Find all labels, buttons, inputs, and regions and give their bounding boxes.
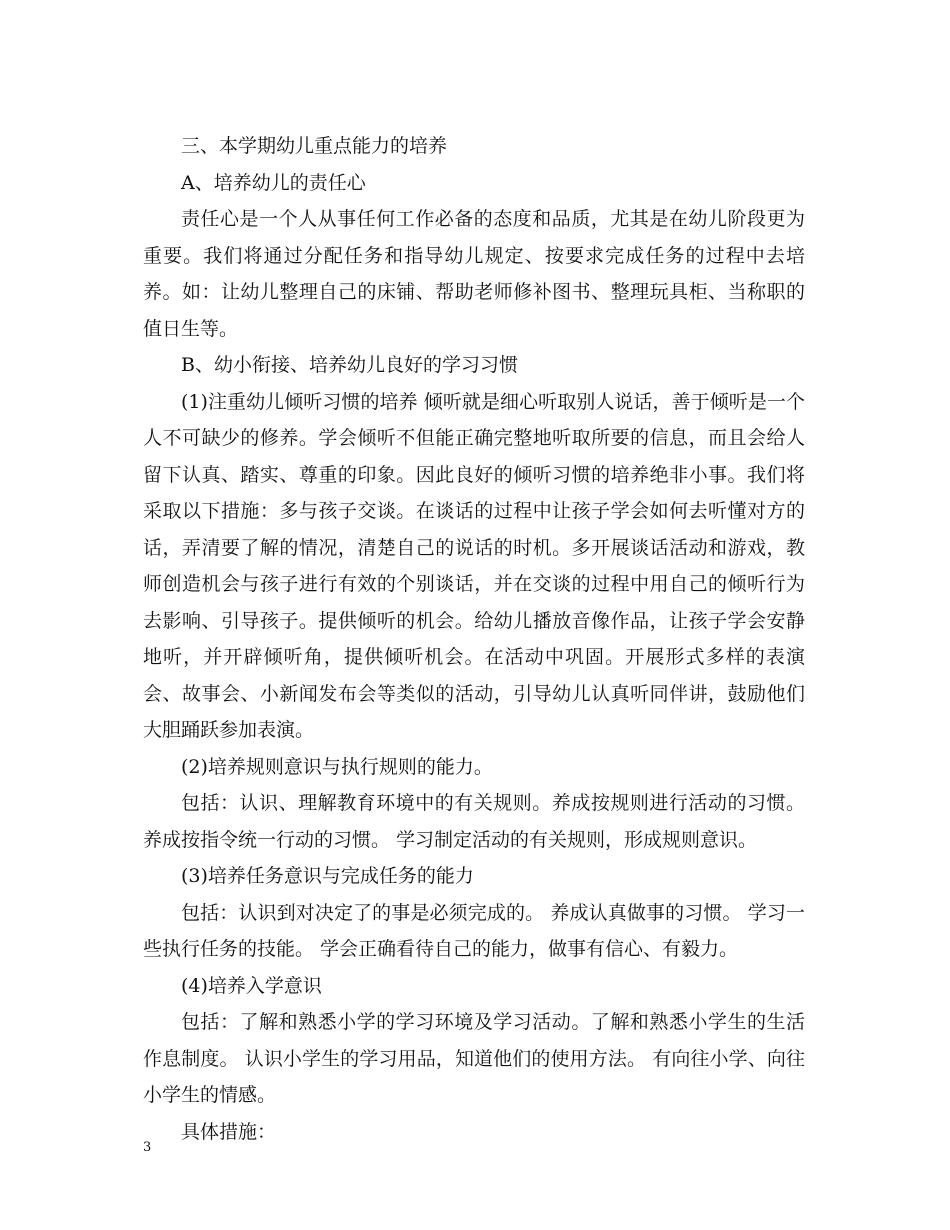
paragraph-responsibility: 责任心是一个人从事任何工作必备的态度和品质，尤其是在幼儿阶段更为重要。我们将通过分配任务和指导幼儿规定、按要求完成任务的过程中去培养。如：让幼儿整理自己的床铺、帮助老师修补图书、整理玩具柜、当称职的值日生等。: [143, 208, 805, 340]
paragraph-school-entry-awareness: 包括：了解和熟悉小学的学习环境及学习活动。了解和熟悉小学生的生活作息制度。 认识小学生的学习用品，知道他们的使用方法。 有向往小学、向往小学生的情感。: [143, 1011, 805, 1106]
item-school-entry-awareness: (4)培养入学意识: [181, 974, 322, 997]
document-body: [143, 128, 805, 1150]
paragraph-rule-awareness: 包括：认识、理解教育环境中的有关规则。养成按规则进行活动的习惯。养成按指令统一行动的习惯。 学习制定活动的有关规则，形成规则意识。: [143, 792, 805, 851]
section-heading: 三、本学期幼儿重点能力的培养: [181, 135, 448, 157]
item-task-awareness: (3)培养任务意识与完成任务的能力: [181, 865, 474, 887]
subheading-responsibility: A、培养幼儿的责任心: [181, 171, 366, 194]
paragraph-task-awareness: 包括：认识到对决定了的事是必须完成的。 养成认真做事的习惯。 学习一些执行任务的技能。 学会正确看待自己的能力，做事有信心、有毅力。: [143, 901, 805, 960]
paragraph-specific-measures: 具体措施：: [181, 1120, 277, 1143]
subheading-study-habits: B、幼小衔接、培养幼儿良好的学习习惯: [181, 354, 518, 376]
item-rule-awareness: (2)培养规则意识与执行规则的能力。: [181, 755, 493, 778]
page-number: 3: [143, 1140, 152, 1155]
paragraph-listening-habits: (1)注重幼儿倾听习惯的培养 倾听就是细心听取别人说话，善于倾听是一个人不可缺少的修养。学会倾听不但能正确完整地听取所要的信息，而且会给人留下认真、踏实、尊重的印象。因此良好的倾听习惯的培养绝非小事。我们将采取以下措施：多与孩子交谈。在谈话的过程中让孩子学会如何去听懂对方的话，弄清要了解的情况，清楚自己的说话的时机。多开展谈话活动和游戏，教师创造机会与孩子进行有效的个别谈话，并在交谈的过程中用自己的倾听行为去影响、引导孩子。提供倾听的机会。给幼儿播放音像作品，让孩子学会安静地听，并开辟倾听角，提供倾听机会。在活动中巩固。开展形式多样的表演会、故事会、小新闻发布会等类似的活动，引导幼儿认真听同伴讲，鼓励他们大胆踊跃参加表演。: [143, 390, 805, 741]
